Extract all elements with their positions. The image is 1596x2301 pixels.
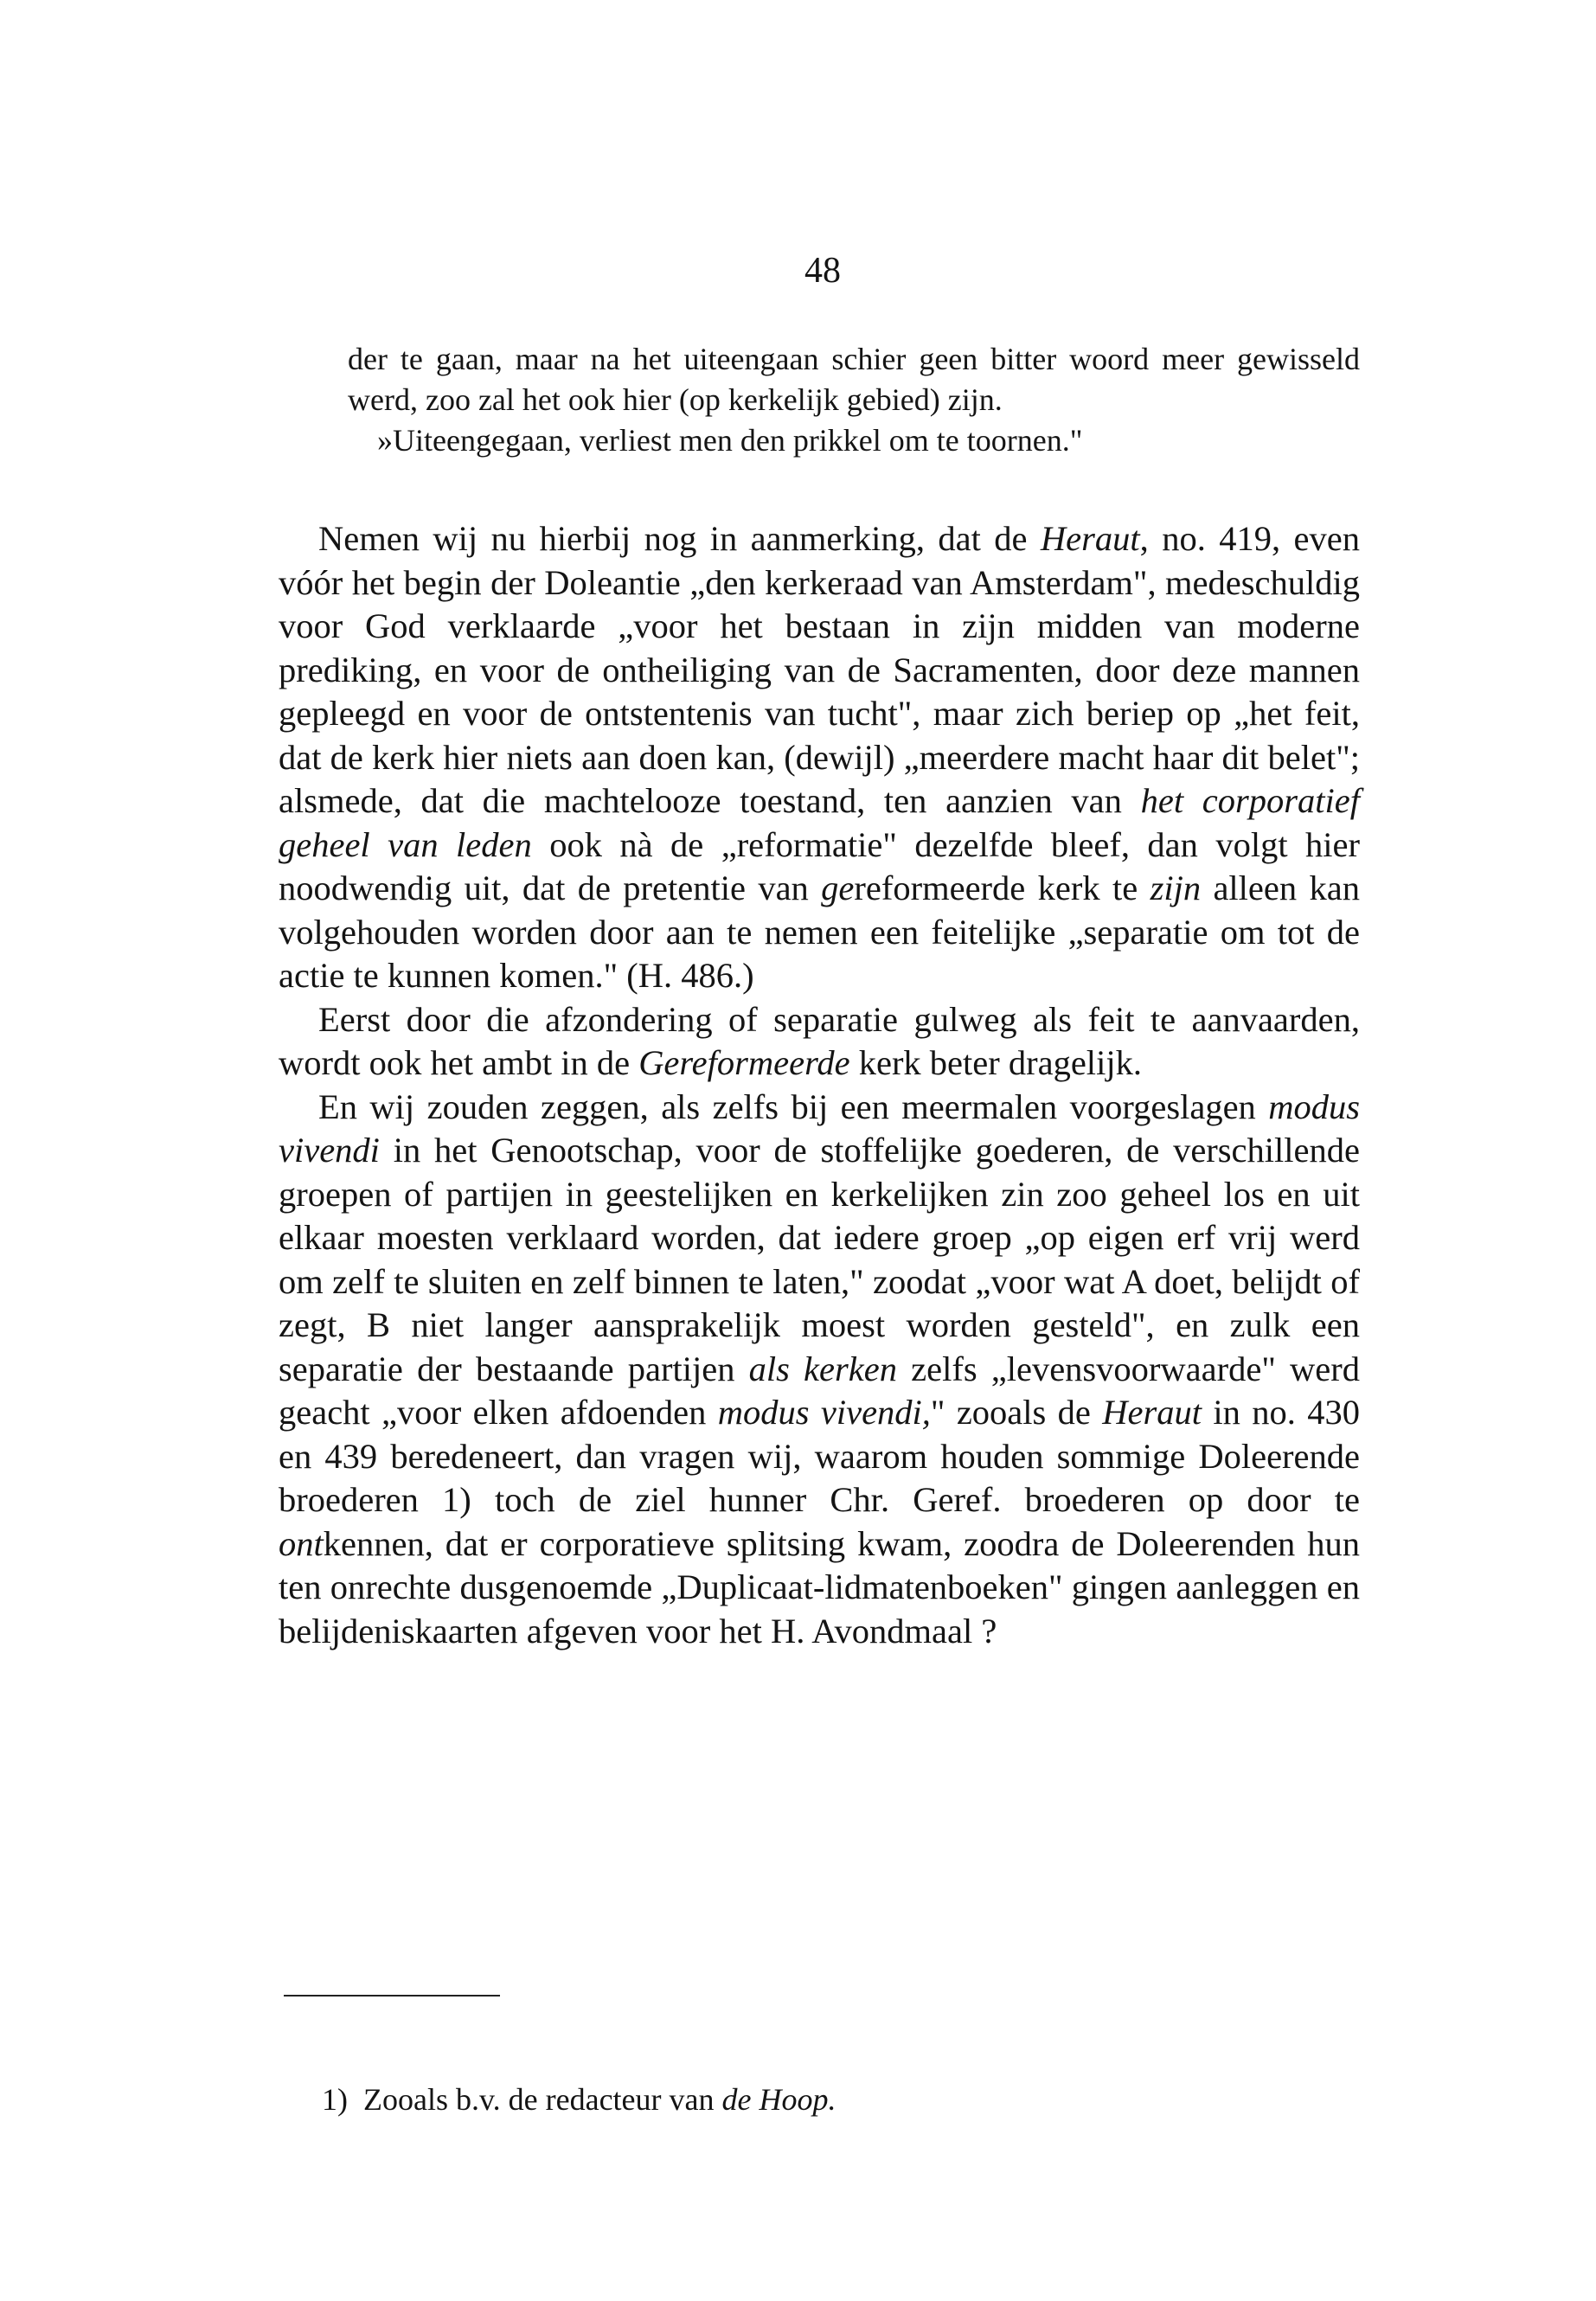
page-number: 48	[804, 251, 841, 291]
paragraph-1-part-4: reformeerde kerk te	[854, 868, 1151, 907]
body-text	[279, 517, 1360, 1653]
quote-block	[348, 339, 1360, 461]
paragraph-1-part-3: ook nà de „reformatie" dezelfde bleef, dan volgt hier noodwendig uit, dat de pretentie van	[279, 824, 1360, 907]
ont-emphasis: ont	[279, 1523, 324, 1563]
modus-vivendi-1: modus vivendi	[279, 1086, 1360, 1170]
paragraph-3-part-1: En wij zouden zeggen, als zelfs bij een meermalen voorgeslagen	[318, 1086, 1269, 1126]
paragraph-2-part-1: Eerst door die afzondering of separatie gulweg als feit te aanvaarden, wordt ook het ambt in de	[279, 999, 1360, 1082]
paragraph-3-part-5: in no. 430 en 439 beredeneert, dan vragen wij, waarom houden sommige Doleerende broederen 1) toch de ziel hunner Chr. Geref. broederen op door te	[279, 1393, 1360, 1519]
paragraph-3-part-4: " zooals de	[930, 1393, 1103, 1432]
corporatief-phrase: het corporatief geheel van leden	[279, 781, 1360, 864]
paragraph-3	[279, 1086, 1360, 1654]
paragraph-2	[279, 998, 1360, 1086]
paragraph-1	[279, 517, 1360, 998]
footnote-marker: 1)	[322, 2082, 348, 2117]
paragraph-1-part-1: Nemen wij nu hierbij nog in aanmerking, dat de	[318, 519, 1041, 558]
ge-emphasis: ge	[821, 868, 855, 907]
paragraph-2-part-2: kerk beter dragelijk.	[849, 1043, 1142, 1082]
footnote-text: Zooals b.v. de redacteur van	[363, 2082, 722, 2117]
quote-line-2: »Uiteengegaan, verliest men den prikkel om te toornen."	[377, 423, 1083, 458]
heraut-title-2: Heraut	[1102, 1393, 1202, 1432]
paragraph-3-part-2: in het Genootschap, voor de stoffelijke goederen, de verschillende groepen of partijen in geestelijken en kerkelijken zin zoo geheel los en uit elkaar moesten verklaard worden, dat iedere groep „op eigen erf vrij werd om zelf te sluiten en zelf binnen te laten," zoodat „voor wat A doet, belijdt of zegt, B niet langer aansprakelijk moest worden gesteld", en zulk een separatie der bestaande partijen	[279, 1131, 1360, 1388]
paragraph-1-part-5: alleen kan volgehouden worden door aan te nemen een feitelijke „separatie om tot de actie te kunnen komen." (H. 486.)	[279, 868, 1360, 995]
als-kerken-emphasis: als kerken	[748, 1349, 897, 1388]
paragraph-3-part-3: zelfs „levensvoorwaarde" werd geacht „voor elken afdoenden	[279, 1349, 1360, 1432]
heraut-title: Heraut	[1040, 519, 1140, 558]
zijn-emphasis: zijn	[1150, 868, 1202, 907]
footnote	[322, 2080, 1273, 2118]
paragraph-3-part-6: kennen, dat er corporatieve splitsing kwam, zoodra de Doleerenden hun ten onrechte dusgenoemde „Duplicaat-lidmatenboeken" gingen aanleggen en belijdeniskaarten afgeven voor het H. Avondmaal ?	[279, 1523, 1360, 1650]
paragraph-1-part-2: , no. 419, even vóór het begin der Doleantie „den kerkeraad van Amsterdam", medeschuldig voor God verklaarde „voor het bestaan in zijn midden van moderne prediking, en voor de ontheiliging van de Sacramenten, door deze mannen gepleegd en voor de ontstentenis van tucht", maar zich beriep op „het feit, dat de kerk hier niets aan doen kan, (dewijl) „meerdere macht haar dit belet"; alsmede, dat die machtelooze toestand, ten aanzien van	[279, 519, 1360, 820]
quote-line-1: der te gaan, maar na het uiteengaan schier geen bitter woord meer gewisseld werd, zoo zal het ook hier (op kerkelijk gebied) zijn.	[348, 342, 1360, 417]
footnote-divider	[284, 1995, 500, 1997]
modus-vivendi-2: modus vivendi,	[717, 1393, 931, 1432]
gereformeerde-emphasis: Gereformeerde	[638, 1043, 850, 1082]
footnote-source: de Hoop.	[721, 2082, 836, 2117]
